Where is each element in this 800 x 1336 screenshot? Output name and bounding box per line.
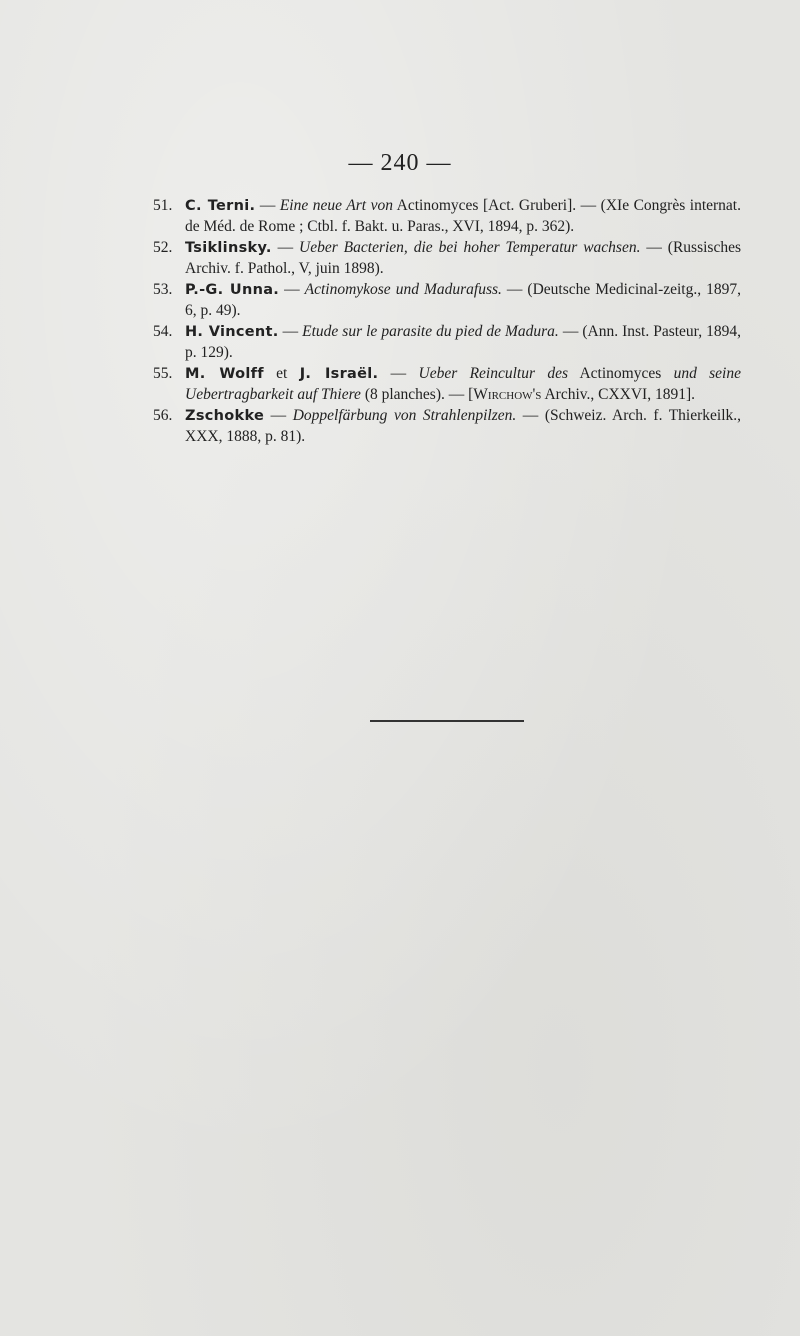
entry-title: Ueber Reincultur des xyxy=(418,365,568,382)
page-number: — 240 — xyxy=(348,150,452,176)
entry-author: H. Vincent. xyxy=(185,324,279,340)
entry-source: Archiv., CXXVI, 1891]. xyxy=(541,385,695,403)
bibliography-entry xyxy=(153,196,741,237)
entry-source: — (Ann. Inst. Pasteur, 1894, p. 129). xyxy=(185,323,741,361)
bibliography-entry xyxy=(153,364,741,405)
entry-source: — (Russisches Archiv. f. Pathol., V, juin 1898). xyxy=(185,239,741,277)
bibliography-entry xyxy=(153,406,741,447)
entry-separator: — xyxy=(279,281,305,298)
entry-number: 53. xyxy=(153,281,173,298)
entry-separator: — xyxy=(378,365,419,382)
entry-number: 52. xyxy=(153,239,173,256)
bibliography-list xyxy=(153,196,741,448)
entry-source-name: Wirchow's xyxy=(473,385,542,403)
entry-author: Zschokke xyxy=(185,408,265,424)
entry-source: Actinomyces [Act. Gruberi]. — (XIe Congrès internat. de Méd. de Rome ; Ctbl. f. Bakt. u. Paras., XVI, 1894, p. 362). xyxy=(185,197,741,235)
entry-title: Actinomykose und Madurafuss. xyxy=(304,281,502,298)
entry-number: 54. xyxy=(153,323,173,340)
entry-title-continued: und seine Uebertragbarkeit auf Thiere xyxy=(185,365,741,403)
entry-plates: (8 planches). — [ xyxy=(360,385,474,403)
entry-number: 51. xyxy=(153,197,173,214)
entry-separator: — xyxy=(264,407,293,424)
entry-separator: — xyxy=(271,239,300,256)
entry-number: 56. xyxy=(153,407,173,424)
entry-source: — (Deutsche Medicinal-zeitg., 1897, 6, p. 49). xyxy=(185,281,741,319)
bibliography-entry xyxy=(153,280,741,321)
entry-conjunction: et xyxy=(263,365,300,382)
entry-separator: — xyxy=(255,197,280,214)
end-rule xyxy=(370,720,524,722)
entry-coauthor: J. Israël. xyxy=(299,366,379,382)
entry-title-roman: Actinomyces xyxy=(567,365,674,382)
entry-title: Eine neue Art von xyxy=(279,197,393,214)
entry-title: Ueber Bacterien, die bei hoher Temperatur wachsen. xyxy=(299,239,641,256)
entry-author: Tsiklinsky. xyxy=(185,240,272,256)
bibliography-entry xyxy=(153,238,741,279)
entry-title: Etude sur le parasite du pied de Madura. xyxy=(302,323,559,340)
entry-author: P.-G. Unna. xyxy=(185,282,280,298)
entry-number: 55. xyxy=(153,365,173,382)
entry-author: C. Terni. xyxy=(185,198,256,214)
entry-separator: — xyxy=(278,323,303,340)
entry-title: Doppelfärbung von Strahlenpilzen. xyxy=(292,407,517,424)
entry-source: — (Schweiz. Arch. f. Thierkeilk., XXX, 1888, p. 81). xyxy=(185,407,742,445)
bibliography-entry xyxy=(153,322,741,363)
entry-author: M. Wolff xyxy=(185,366,264,382)
